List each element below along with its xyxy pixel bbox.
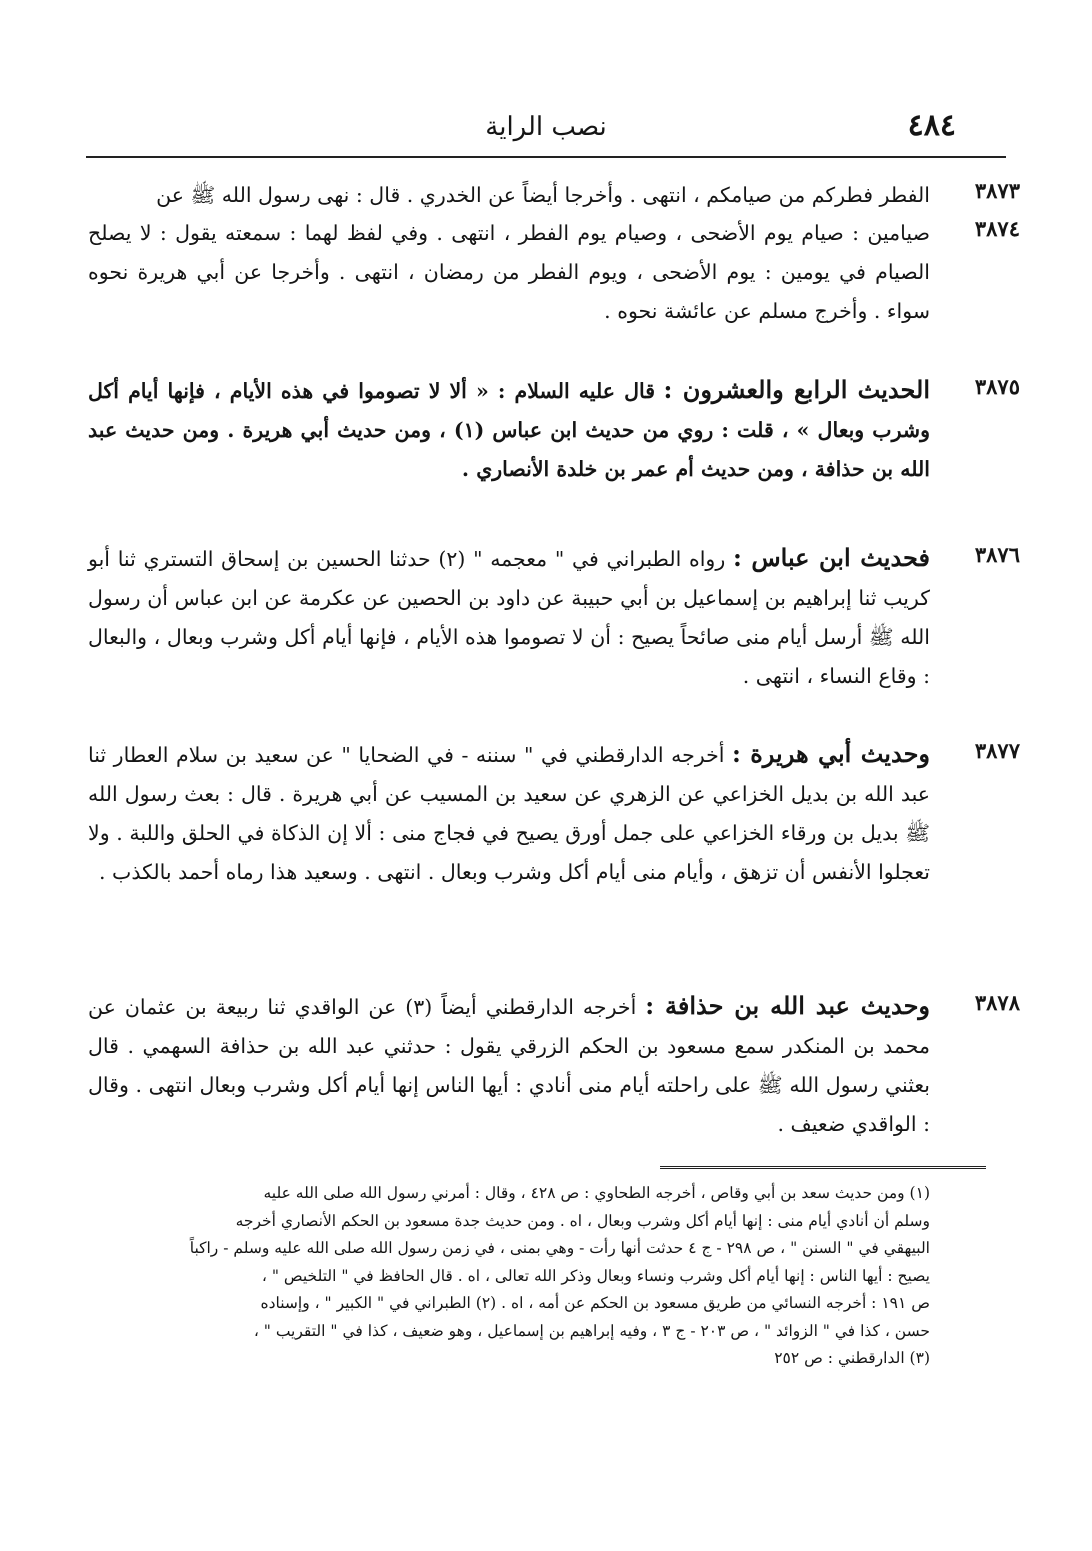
- book-title: نصب الراية: [485, 112, 607, 142]
- footnotes: [90, 1180, 930, 1373]
- entry-body: الفطر فطركم من صيامكم ، انتهى . وأخرجا أيضاً عن الخدري . قال : نهى رسول الله ﷺ عن: [156, 183, 930, 207]
- entry-body: صيامين : صيام يوم الأضحى ، وصيام يوم الفطر ، انتهى . وفي لفظ لهما : سمعته يقول : لا يصلح الصيام في يومين : يوم الأضحى ، ويوم الفطر من رمضان ، انتهى . وأخرجا عن أبي هريرة نحوه سواء . وأخرج مسلم عن عائشة نحوه .: [88, 221, 930, 323]
- entry-text: [88, 538, 930, 696]
- footnote-line: (١) ومن حديث سعد بن أبي وقاص ، أخرجه الطحاوي : ص ٤٢٨ ، وقال : أمرني رسول الله صلى الله عليه: [263, 1184, 930, 1202]
- footnote-line: البيهقي في " السنن " ، ص ٢٩٨ - ج ٤ حدثت أنها رأت - وهي بمنى ، في زمن رسول الله صلى الله عليه وسلم - راكباً: [189, 1239, 930, 1257]
- hadith-heading: الحديث الرابع والعشرون :: [663, 375, 930, 404]
- entry-number: ٣٨٧٥: [974, 374, 1020, 399]
- footnote-line: (٣) الدارقطني : ص ٢٥٢: [774, 1349, 930, 1367]
- entry-text: [88, 986, 930, 1144]
- entry-body: رواه الطبراني في " معجمه " (٢) حدثنا الحسين بن إسحاق التستري ثنا أبو كريب ثنا إبراهيم بن إسماعيل بن أبي حبيبة عن داود بن الحصين عن عكرمة عن ابن عباس أن رسول الله ﷺ أرسل أيام منى صائحاً يصيح : أن لا تصوموا هذه الأيام ، فإنها أيام أكل وشرب وبعال ، والبعال : وقاع النساء ، انتهى .: [88, 547, 930, 688]
- hadith-heading: وحديث أبي هريرة :: [732, 739, 930, 768]
- entry-text: [88, 176, 930, 215]
- footnote-line: وسلم أن أنادي أيام منى : إنها أيام أكل وشرب وبعال ، اه . ومن حديث جدة مسعود بن الحكم الأنصاري أخرجه: [235, 1211, 930, 1230]
- footnote-line: ص ١٩١ : أخرجه النسائي من طريق مسعود بن الحكم عن أمه ، اه . (٢) الطبراني في " الكبير " ، وإسناده: [260, 1294, 930, 1312]
- footnote-separator: [660, 1166, 986, 1173]
- entry-body: قال عليه السلام : « ألا لا تصوموا في هذه الأيام ، فإنها أيام أكل وشرب وبعال » ، قلت : روي من حديث ابن عباس (١) ، ومن حديث أبي هريرة . ومن حديث عبد الله بن حذافة ، ومن حديث أم عمر بن خلدة الأنصاري .: [88, 379, 930, 481]
- header-rule: [86, 156, 1006, 158]
- hadith-heading: وحديث عبد الله بن حذافة :: [645, 991, 930, 1020]
- entry-body: أخرجه الدارقطني أيضاً (٣) عن الواقدي ثنا ربيعة بن عثمان عن محمد بن المنكدر سمع مسعود بن الحكم الزرقي يقول : حدثني عبد الله بن حذافة السهمي . قال بعثني رسول الله ﷺ على راحلته أيام منى أنادي : أيها الناس إنها أيام أكل وشرب وبعال انتهى . وقال : الواقدي ضعيف .: [88, 995, 930, 1136]
- entry-number: ٣٨٧٨: [974, 990, 1020, 1015]
- entry-body: أخرجه الدارقطني في " سننه - في الضحايا " عن سعيد بن سلام العطار ثنا عبد الله بن بديل الخزاعي عن الزهري عن سعيد بن المسيب عن أبي هريرة . قال : بعث رسول الله ﷺ بديل بن ورقاء الخزاعي على جمل أورق يصيح في فجاج منى : ألا إن الذكاة في الحلق واللبة . ولا تعجلوا الأنفس أن تزهق ، وأيام منى أيام أكل وشرب وبعال . انتهى . وسعيد هذا رماه أحمد بالكذب .: [88, 743, 930, 884]
- page-number: ٤٨٤: [907, 108, 956, 143]
- entry-number: ٣٨٧٣: [974, 178, 1020, 203]
- page-header: [86, 106, 1006, 156]
- entry-number: ٣٨٧٤: [974, 216, 1020, 241]
- hadith-heading: فحديث ابن عباس :: [732, 543, 931, 572]
- entry-number: ٣٨٧٧: [974, 738, 1020, 763]
- footnote-line: يصيح : أيها الناس : إنها أيام أكل وشرب ونساء وبعال وذكر الله تعالى ، اه . قال الحافظ في " التلخيص " ،: [261, 1266, 930, 1285]
- entry-text: [88, 734, 930, 892]
- entry-text: [88, 214, 930, 331]
- footnote-line: حسن ، كذا في " الزوائد " ، ص ٢٠٣ - ج ٣ ، وفيه إبراهيم بن إسماعيل ، وهو ضعيف ، كذا في " التقريب " ،: [253, 1321, 930, 1340]
- entry-number: ٣٨٧٦: [974, 542, 1020, 567]
- entry-text: [88, 370, 930, 489]
